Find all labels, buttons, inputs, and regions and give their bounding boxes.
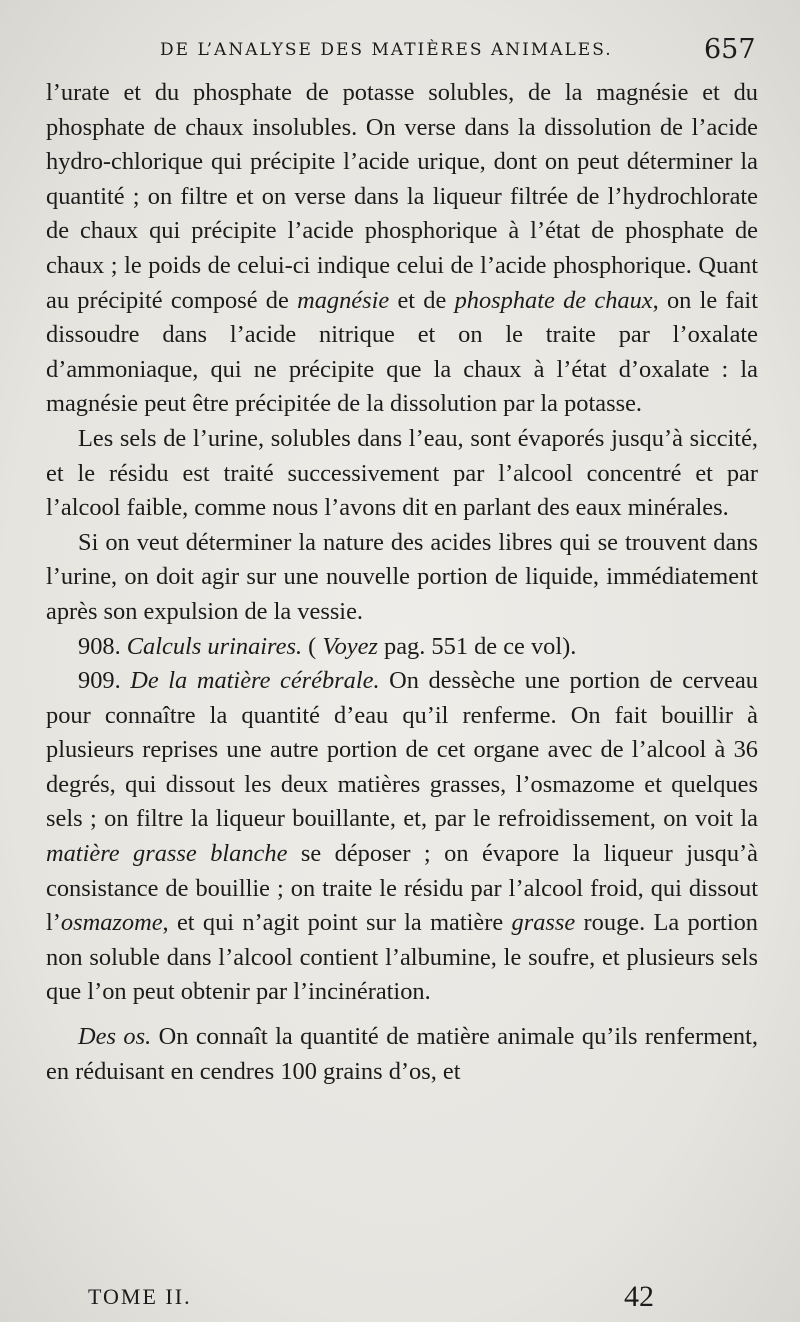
paragraph-des-os [46,1020,758,1089]
paragraph-urate [46,76,758,422]
text-run: On connaît la quantité de matière animale qu’ils renferment, en réduisant en cendres 100 grains d’os, et [46,1023,758,1085]
italic-run: Voyez [322,632,378,660]
volume-label: TOME II. [88,1284,192,1309]
page-number: 657 [704,34,756,65]
page-footer [0,1280,800,1320]
text-run: et de [389,286,455,314]
body-text [46,76,758,1089]
italic-run: Des os. [78,1023,152,1051]
signature-mark: 42 [624,1280,654,1313]
text-run: pag. 551 de ce vol). [377,632,577,660]
text-run: Les sels de l’urine, solubles dans l’eau, sont évaporés jusqu’à siccité, et le résidu est traité successivement par l’alcool concentré et par l’alcool faible, comme nous l’avons dit en parlant des eaux minérales. [46,424,758,522]
text-run: On dessèche une portion de cerveau pour connaître la quantité d’eau qu’il renferme. On fait bouillir à plusieurs reprises une autre portion de cet organe avec de l’alcool à 36 degrés, qui dissout les deux matières grasses, l’osmazome et quelques sels ; on filtre la liqueur bouillante, et, par le refroidissement, on voit la [46,667,759,833]
italic-run: Calculs urinaires. [126,632,303,660]
text-run: se déposer ; on évapore la liqueur jusqu’à consistance de bouillie ; on traite le résidu par l’alcool froid, qui dissout l’ [46,840,759,937]
paragraph-matiere-cerebrale [46,664,758,1010]
text-run: , et qui n’agit point sur la matière [162,909,512,937]
running-head [0,36,800,72]
italic-run: grasse [511,909,576,937]
paragraph-acides-libres [46,526,758,630]
text-run: rouge. La portion non soluble dans l’alcool contient l’albumine, le soufre, et plusieurs sels que l’on peut obtenir par l’incinération. [46,909,759,1006]
paragraph-calculs-urinaires [46,630,758,665]
italic-run: matière grasse blanche [46,840,288,868]
text-run: 908. [78,632,127,660]
text-run: ( [302,632,323,660]
italic-run: osmazome [60,909,163,937]
italic-run: magnésie [297,286,390,314]
text-run: 909. [78,667,131,695]
text-run: , on le fait dissoudre dans l’acide nitrique et on le traite par l’oxalate d’ammoniaque, qui ne précipite que la chaux à l’état d’oxalate : la magnésie peut être précipitée de la dissolution par la potasse. [46,286,758,418]
text-run: l’urate et du phosphate de potasse solubles, de la magnésie et du phosphate de chaux insolubles. On verse dans la dissolution de l’acide hydro-chlorique qui précipite l’acide urique, dont on peut déterminer la quantité ; on filtre et on verse dans la liqueur filtrée de l’hydrochlorate de chaux qui précipite l’acide phosphorique à l’état de phosphate de chaux ; le poids de celui-ci indique celui de l’acide phosphorique. Quant au précipité composé de [46,79,758,314]
italic-run: phosphate de chaux [454,286,653,314]
text-run: Si on veut déterminer la nature des acides libres qui se trouvent dans l’urine, on doit agir sur une nouvelle portion de liquide, immédiatement après son expulsion de la vessie. [46,528,758,625]
italic-run: De la matière cérébrale. [130,667,380,695]
running-title: DE L’ANALYSE DES MATIÈRES ANIMALES. [160,40,613,60]
paragraph-sels-urine [46,422,758,526]
